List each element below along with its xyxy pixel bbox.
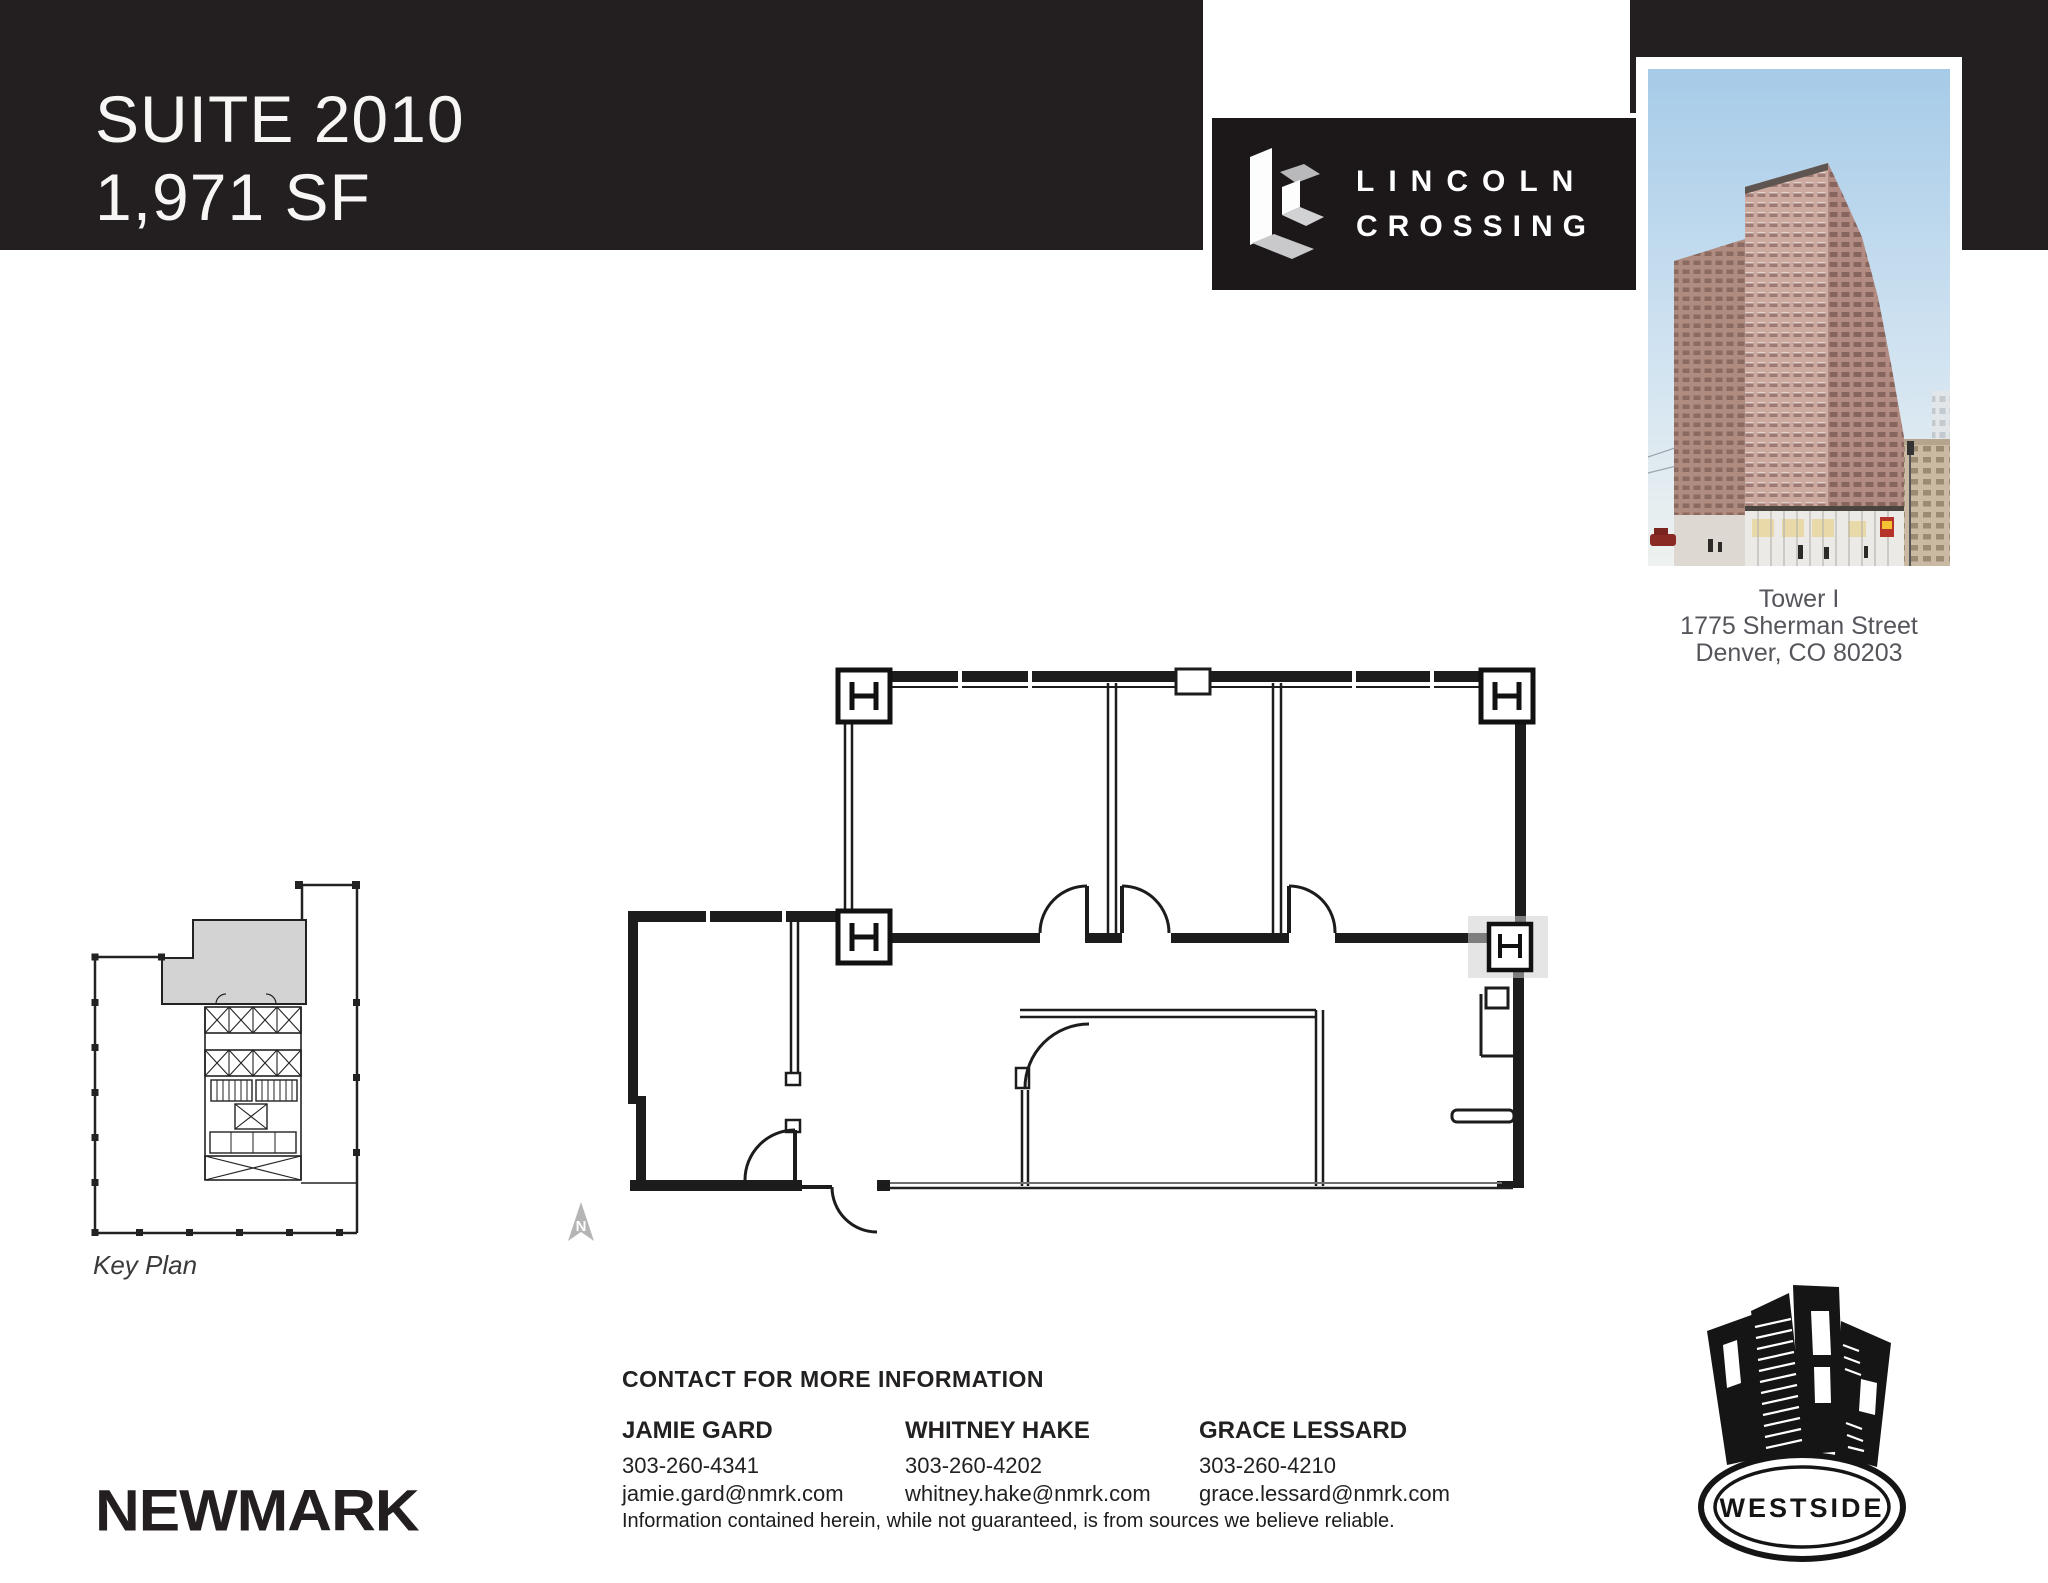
lc-wordmark	[1356, 159, 1596, 249]
contact-name: JAMIE GARD	[622, 1417, 773, 1444]
contact-name: GRACE LESSARD	[1199, 1417, 1408, 1444]
column-symbols	[838, 670, 1548, 978]
contact-person-2	[905, 1416, 1185, 1508]
suite-area: 1,971 SF	[95, 160, 371, 234]
contact-person-1	[622, 1416, 902, 1508]
key-plan-drawing	[85, 870, 375, 1250]
floor-plan-walls	[628, 671, 1526, 1191]
building-photo-image	[1648, 69, 1950, 566]
contact-phone: 303-260-4341	[622, 1453, 760, 1478]
contact-email: grace.lessard@nmrk.com	[1199, 1481, 1450, 1506]
floor-plan-drawing	[575, 650, 1560, 1260]
building-photo	[1636, 57, 1962, 578]
door-jambs	[786, 1068, 1029, 1132]
newmark-logo: NEWMARK	[95, 1478, 419, 1544]
lc-monogram-icon	[1248, 145, 1326, 263]
lc-wordmark-line1: LINCOLN	[1356, 165, 1588, 198]
key-plan-suite-highlight	[162, 920, 306, 1004]
lc-wordmark-line2: CROSSING	[1356, 210, 1597, 243]
westside-logo	[1693, 1283, 1911, 1565]
page-title	[95, 80, 465, 236]
contact-email: whitney.hake@nmrk.com	[905, 1481, 1151, 1506]
suite-number: SUITE 2010	[95, 82, 465, 156]
contact-heading: CONTACT FOR MORE INFORMATION	[622, 1366, 1044, 1392]
lincoln-crossing-logo	[1207, 113, 1647, 295]
contact-email: jamie.gard@nmrk.com	[622, 1481, 844, 1506]
building-address	[1636, 586, 1962, 667]
north-arrow-icon	[568, 1202, 594, 1241]
address-city: Denver, CO 80203	[1695, 639, 1903, 667]
westside-wordmark: WESTSIDE	[1719, 1493, 1885, 1523]
key-plan-label: Key Plan	[93, 1250, 198, 1280]
north-label: N	[575, 1218, 587, 1235]
contact-phone: 303-260-4210	[1199, 1453, 1337, 1478]
address-tower: Tower I	[1758, 585, 1840, 613]
contact-name: WHITNEY HAKE	[905, 1417, 1090, 1444]
disclaimer-text: Information contained herein, while not guaranteed, is from sources we believe reliable.	[622, 1510, 1395, 1532]
contact-person-3	[1199, 1416, 1479, 1508]
contact-phone: 303-260-4202	[905, 1453, 1043, 1478]
address-street: 1775 Sherman Street	[1680, 612, 1918, 640]
